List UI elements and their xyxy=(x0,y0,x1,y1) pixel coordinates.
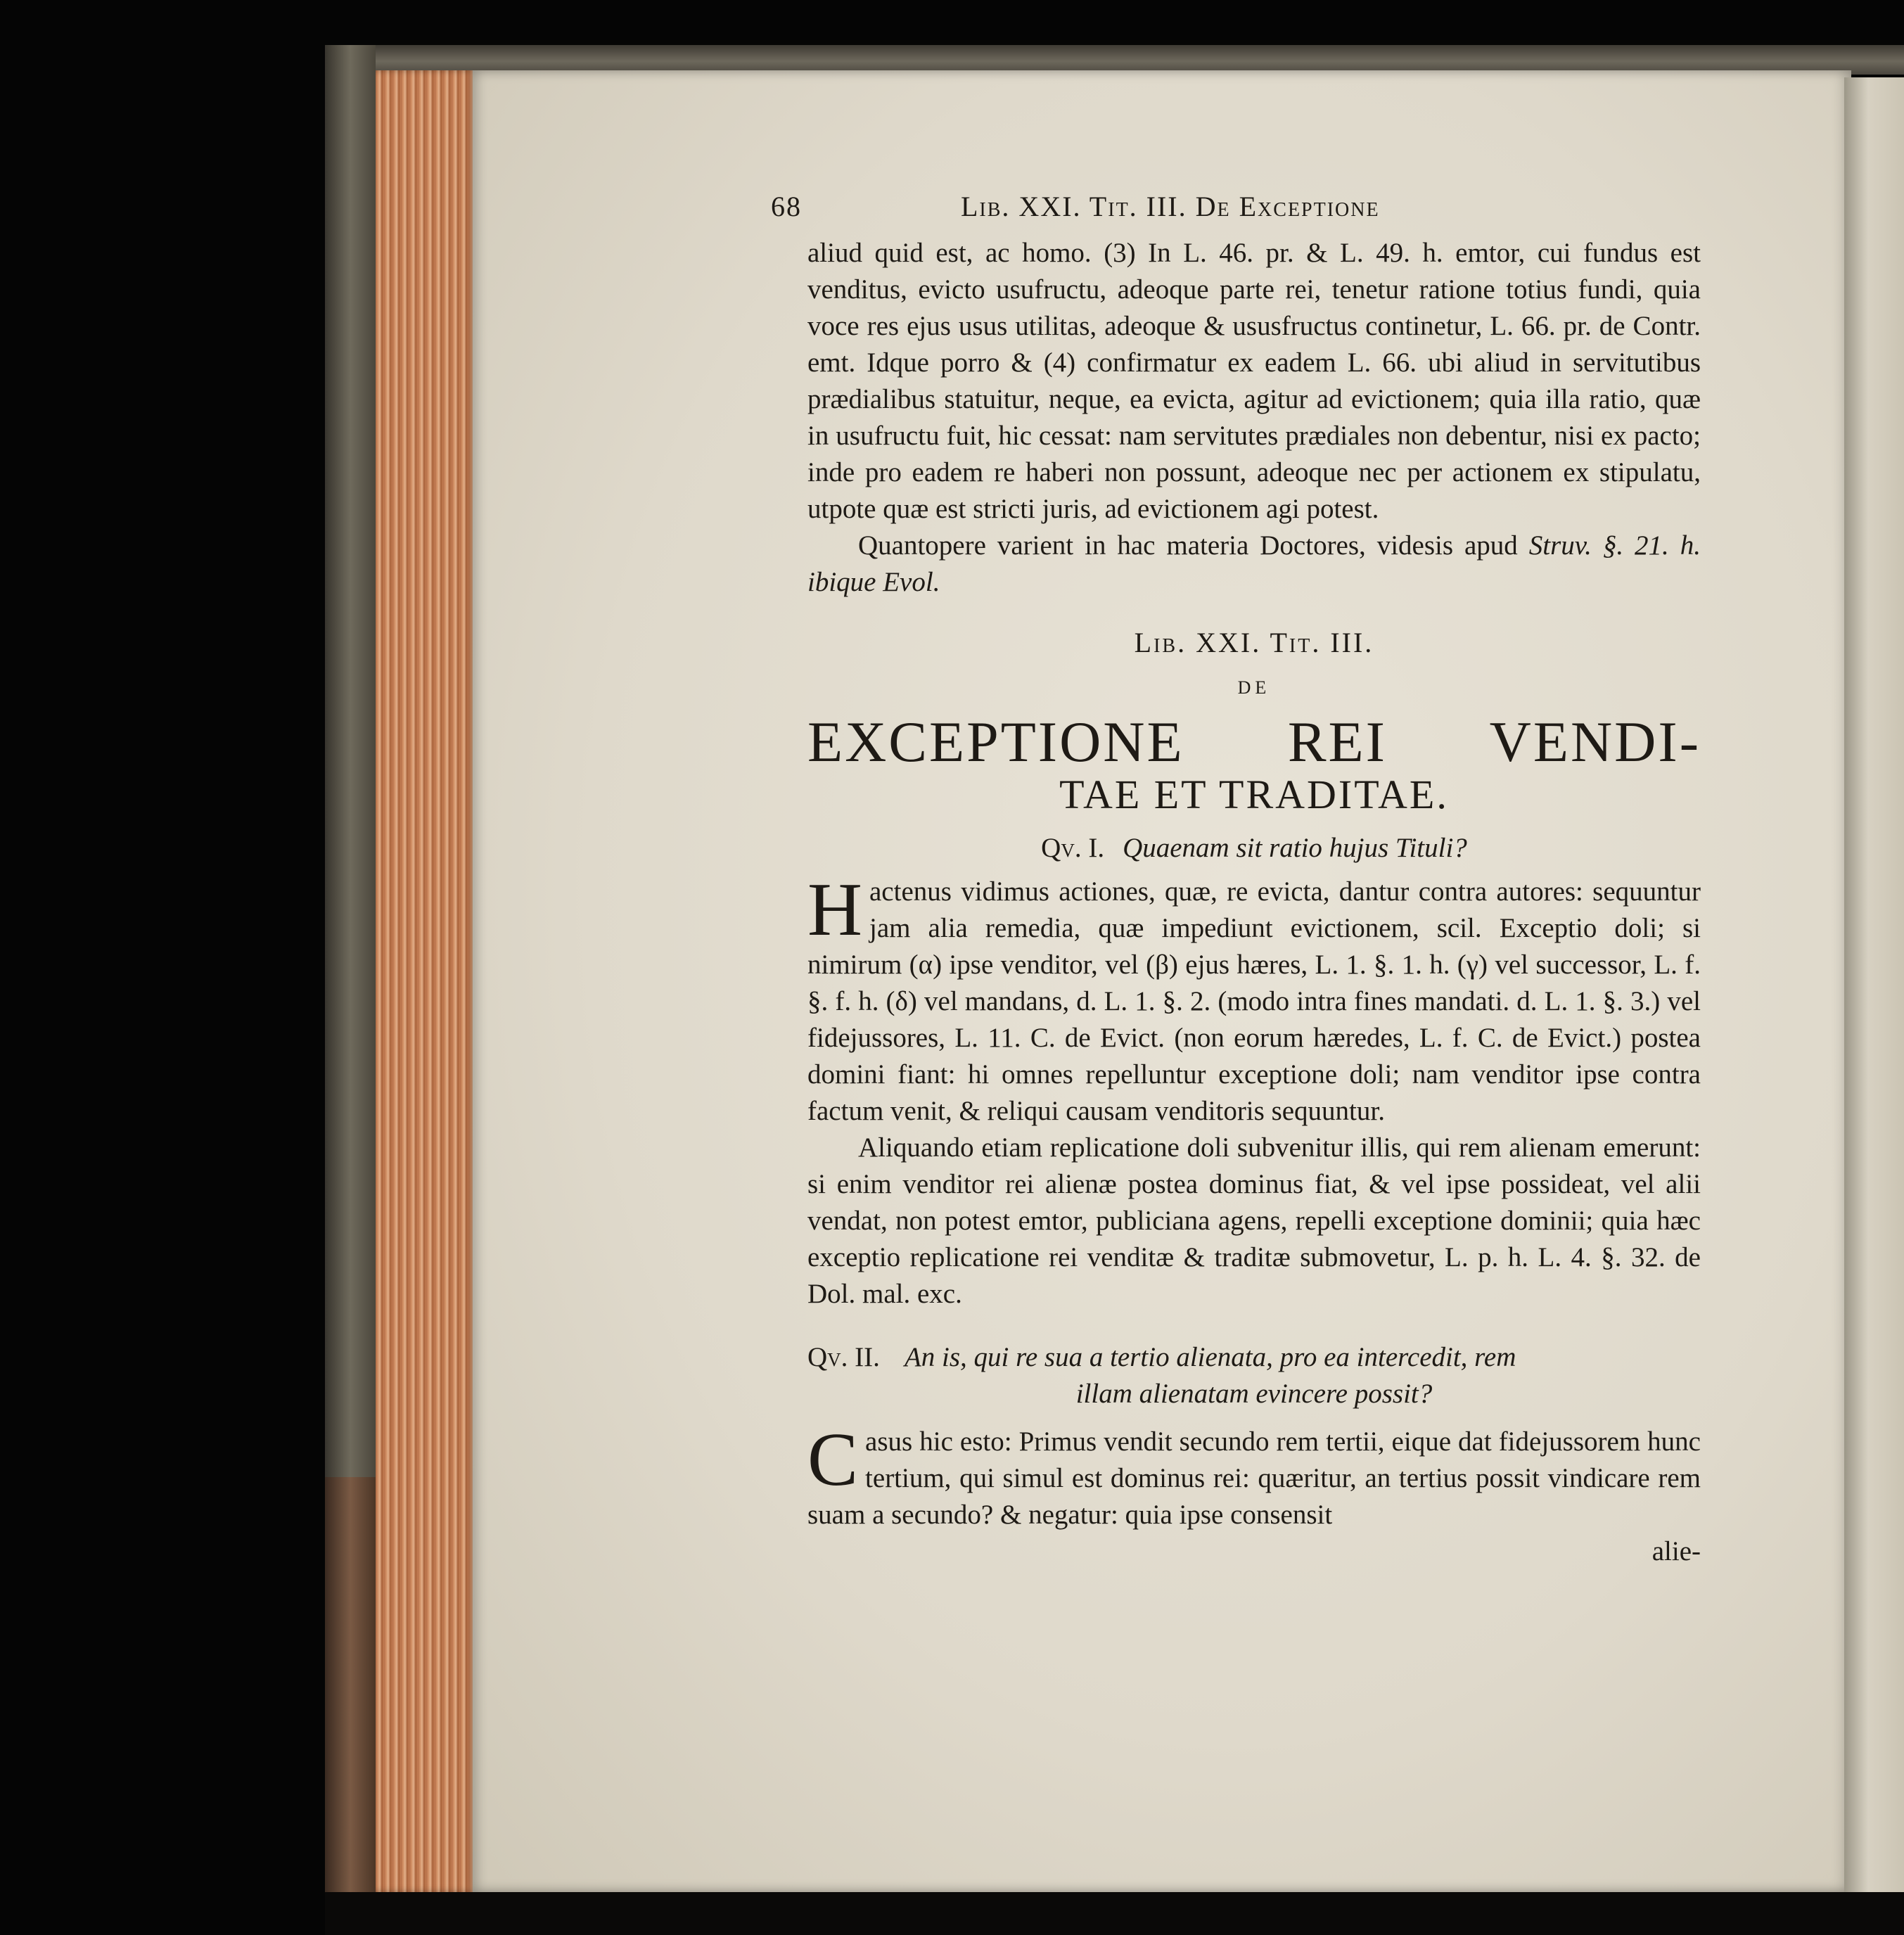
question-1 xyxy=(807,830,1701,867)
question-1-paragraph xyxy=(807,868,1701,1130)
question-1-label: Qv. I. xyxy=(1041,833,1105,863)
paragraph-continued: aliud quid est, ac homo. (3) In L. 46. pr. & L. 49. h. emtor, cui fundus est venditus, evicto usufructu, adeoque parte rei, tenetur ratione totius fundi, quia voce res ejus usus utilitas, adeoque & ususfructus continetur, L. 66. pr. de Contr. emt. Idque porro & (4) confirmatur ex eadem L. 66. ubi aliud in servitutibus prædialibus statuitur, neque, ea evicta, agitur ad evictionem; quia illa ratio, quæ in usufructu fuit, hic cessat: nam servitutes prædiales non debentur, nisi ex pacto; inde pro eadem re haberi non possunt, adeoque nec per actionem ex stipulatu, utpote quæ est stricti juris, ad evictionem agi potest. xyxy=(807,238,1701,524)
paragraph-doctores-text: Quantopere varient in hac materia Doctores, videsis apud xyxy=(858,530,1518,561)
question-2-label: Qv. II. xyxy=(807,1342,880,1372)
page-edges xyxy=(376,70,475,1892)
question-2-line2: illam alienatam evincere possit? xyxy=(1075,1379,1433,1409)
running-head-title: Lib. XXI. Tit. III. De Exceptione xyxy=(961,191,1380,222)
facing-page-edge xyxy=(1844,77,1904,1892)
question-2-text-line1: An is, qui re sua a tertio alienata, pro ea intercedit, rem xyxy=(904,1342,1516,1372)
paragraph-doctores-ref: Struv. §. 21. h. ibique Evol. xyxy=(807,530,1701,597)
page-number: 68 xyxy=(771,191,802,222)
question-2-paragraph-text: asus hic esto: Primus vendit secundo rem tertii, eique dat fidejussorem hunc tertium, qui simul est dominus rei: quæritur, an tertius possit vindicare rem suam a secundo? & negatur: quia ipse consensit xyxy=(807,1426,1701,1530)
drop-initial-c: C xyxy=(807,1418,859,1502)
bottom-shadow xyxy=(325,1892,1904,1935)
page-text xyxy=(771,189,1701,1570)
paragraph-doctores xyxy=(807,528,1701,601)
question-2-paragraph xyxy=(807,1418,1701,1533)
question-1-paragraph-2: Aliquando etiam replicatione doli subvenitur illis, qui rem alienam emerunt: si enim venditor rei alienæ postea dominus fiat, & vel ipse possideat, vel alii vendat, non potest emtor, publiciana agens, repelli exceptione dominii; quia hæc exceptio replicatione rei venditæ & traditæ submovetur, L. p. h. L. 4. §. 32. de Dol. mal. exc. xyxy=(807,1132,1701,1309)
section-title-line1: EXCEPTIONE REI VENDI- xyxy=(807,710,1701,774)
section-title-line2: TAE ET TRADITAE. xyxy=(1059,772,1449,817)
question-1-paragraph-text: actenus vidimus actiones, quæ, re evicta, dantur contra autores: sequuntur jam alia remedia, quæ impediunt evictionem, scil. Exceptio doli; si nimirum (α) ipse venditor, vel (β) ejus hæres, L. 1. §. 1. h. (γ) vel successor, L. f. §. f. h. (δ) vel mandans, d. L. 1. §. 2. (modo intra fines mandati. d. L. 1. §. 3.) vel fidejussores, L. 11. C. de Evict. (non eorum hæredes, L. f. C. de Evict.) postea domini fiant: hi omnes repelluntur exceptione doli; nam venditor ipse contra factum venit, & reliqui causam venditoris sequuntur. xyxy=(807,876,1701,1126)
section-lib-tit: Lib. XXI. Tit. III. xyxy=(1134,627,1374,658)
question-2 xyxy=(807,1339,1701,1376)
running-head xyxy=(771,189,1701,232)
catchword: alie- xyxy=(1651,1536,1701,1566)
drop-initial-h: H xyxy=(807,868,862,952)
section-de: DE xyxy=(1237,677,1271,698)
book-spine-leather xyxy=(325,1477,376,1892)
question-1-text: Quaenam sit ratio hujus Tituli? xyxy=(1123,833,1467,863)
